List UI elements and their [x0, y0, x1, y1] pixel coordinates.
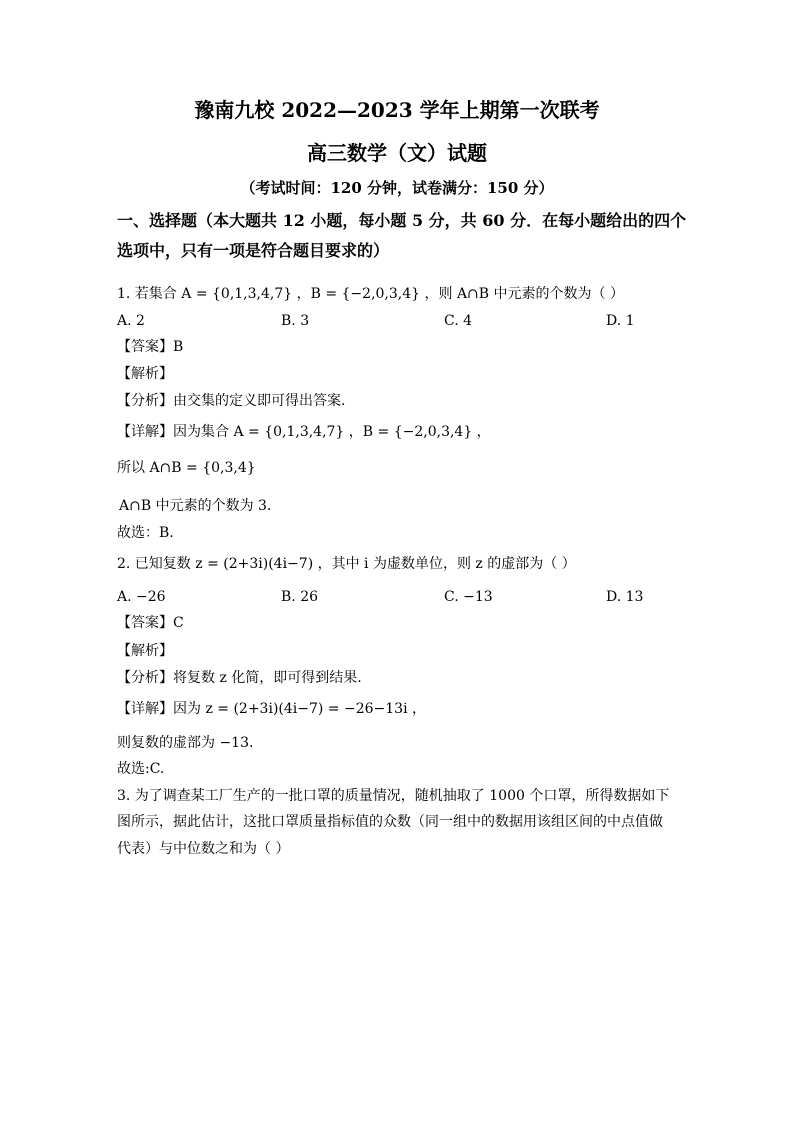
question-2-stem: 2. 已知复数 z = (2+3i)(4i−7) ，其中 i 为虚数单位，则 z 的虚部为（ ）	[117, 556, 576, 572]
question-2-option-c: C. −13	[444, 589, 493, 605]
question-3-line1: 3. 为了调查某工厂生产的一批口罩的质量情况，随机抽取了 1000 个口罩，所得数据如下	[117, 788, 670, 804]
exam-info: （考试时间：120 分钟，试卷满分：150 分）	[240, 179, 554, 197]
question-1-detail: 【详解】因为集合 A = {0,1,3,4,7} ，B = {−2,0,3,4} ，	[117, 424, 491, 440]
question-1-fenxi: 【分析】由交集的定义即可得出答案.	[117, 393, 346, 409]
question-1-count: A∩B 中元素的个数为 3.	[119, 498, 272, 514]
section-heading-line2: 选项中，只有一项是符合题目要求的）	[117, 241, 390, 260]
question-2-choose: 故选:C.	[117, 761, 165, 777]
question-2-analysis-label: 【解析】	[117, 643, 173, 659]
question-2-option-a: A. −26	[117, 589, 166, 605]
question-2-detail: 【详解】因为 z = (2+3i)(4i−7) = −26−13i ，	[117, 701, 426, 717]
section-heading-line1: 一、选择题（本大题共 12 小题，每小题 5 分，共 60 分．在每小题给出的四个	[117, 211, 687, 230]
question-2-option-d: D. 13	[606, 589, 644, 605]
question-1-stem: 1. 若集合 A = {0,1,3,4,7} ，B = {−2,0,3,4} ，则 A∩B 中元素的个数为（ ）	[117, 286, 624, 302]
question-1-option-a: A. 2	[117, 313, 145, 329]
question-3-line2: 图所示，据此估计，这批口罩质量指标值的众数（同一组中的数据用该组区间的中点值做	[117, 814, 663, 830]
question-1-intersection: 所以 A∩B = {0,3,4}	[117, 460, 256, 476]
question-1-analysis-label: 【解析】	[117, 366, 173, 382]
question-2-fenxi: 【分析】将复数 z 化简，即可得到结果.	[117, 670, 362, 686]
question-1-option-c: C. 4	[444, 313, 473, 329]
question-1-option-d: D. 1	[606, 313, 635, 329]
question-2-answer: 【答案】C	[117, 615, 184, 631]
question-3-line3: 代表）与中位数之和为（ ）	[117, 841, 290, 857]
question-1-choose: 故选：B.	[117, 525, 174, 541]
question-1-option-b: B. 3	[281, 313, 310, 329]
question-2-result: 则复数的虚部为 −13.	[117, 735, 254, 751]
document-subtitle: 高三数学（文）试题	[307, 141, 487, 165]
document-title: 豫南九校 2022—2023 学年上期第一次联考	[194, 98, 600, 122]
question-1-answer: 【答案】B	[117, 339, 184, 355]
question-2-option-b: B. 26	[281, 589, 319, 605]
